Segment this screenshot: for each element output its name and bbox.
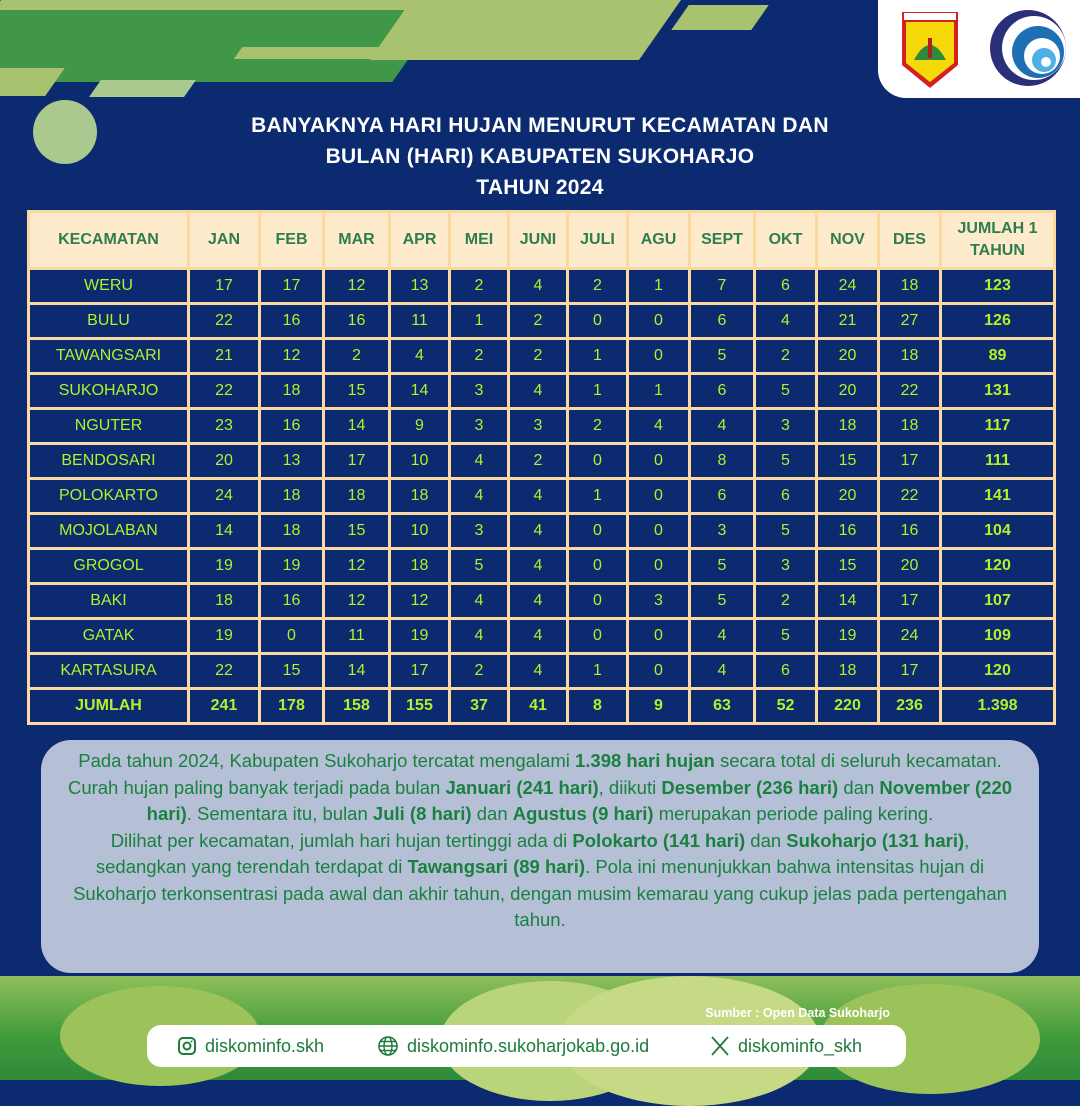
month-cell: 14 xyxy=(325,410,388,442)
month-cell: 0 xyxy=(629,515,688,547)
month-cell: 13 xyxy=(261,445,322,477)
globe-icon xyxy=(377,1035,399,1057)
annual-total-cell: 111 xyxy=(942,445,1053,477)
month-cell: 2 xyxy=(325,340,388,372)
table-row xyxy=(30,550,1053,582)
column-header: JUMLAH 1 TAHUN xyxy=(942,213,1053,267)
kecamatan-cell: WERU xyxy=(30,270,187,302)
table-row xyxy=(30,515,1053,547)
highlight-text: Januari (241 hari) xyxy=(445,776,599,798)
month-cell: 4 xyxy=(691,410,753,442)
month-cell: 17 xyxy=(190,270,258,302)
summary-paragraph xyxy=(41,740,1039,973)
month-cell: 12 xyxy=(391,585,448,617)
month-cell: 14 xyxy=(325,655,388,687)
month-cell: 3 xyxy=(691,515,753,547)
month-cell: 2 xyxy=(569,410,626,442)
month-cell: 0 xyxy=(629,620,688,652)
month-cell: 155 xyxy=(391,690,448,722)
paragraph-text: , diikuti xyxy=(598,776,662,798)
highlight-text: November (220 hari) xyxy=(146,776,1013,824)
paragraph-text: Dilihat per kecamatan, jumlah hari hujan tertinggi ada di xyxy=(110,829,573,851)
kecamatan-cell: NGUTER xyxy=(30,410,187,442)
instagram-icon xyxy=(177,1036,197,1056)
source-text: Sumber : Open Data Sukoharjo xyxy=(705,1006,890,1020)
month-cell: 5 xyxy=(756,515,815,547)
month-cell: 5 xyxy=(756,375,815,407)
annual-total-cell: 107 xyxy=(942,585,1053,617)
table-row xyxy=(30,585,1053,617)
title-line: BULAN (HARI) KABUPATEN SUKOHARJO xyxy=(325,145,755,168)
column-header: FEB xyxy=(261,213,322,267)
month-cell: 19 xyxy=(190,620,258,652)
kecamatan-cell: KARTASURA xyxy=(30,655,187,687)
month-cell: 14 xyxy=(818,585,877,617)
table-row xyxy=(30,410,1053,442)
month-cell: 4 xyxy=(451,480,507,512)
kecamatan-cell: BULU xyxy=(30,305,187,337)
month-cell: 27 xyxy=(880,305,939,337)
month-cell: 4 xyxy=(510,480,566,512)
annual-total-cell: 123 xyxy=(942,270,1053,302)
month-cell: 5 xyxy=(691,340,753,372)
kecamatan-cell: GROGOL xyxy=(30,550,187,582)
month-cell: 4 xyxy=(510,620,566,652)
month-cell: 15 xyxy=(325,515,388,547)
month-cell: 2 xyxy=(756,585,815,617)
annual-total-cell: 131 xyxy=(942,375,1053,407)
paragraph-text: Pada tahun 2024, Kabupaten Sukoharjo tercatat mengalami xyxy=(78,750,575,771)
month-cell: 1 xyxy=(569,340,626,372)
month-cell: 4 xyxy=(510,550,566,582)
title-line: TAHUN 2024 xyxy=(476,176,604,199)
highlight-text: Polokarto (141 hari) xyxy=(572,829,746,851)
month-cell: 14 xyxy=(391,375,448,407)
month-cell: 24 xyxy=(880,620,939,652)
month-cell: 5 xyxy=(756,620,815,652)
month-cell: 17 xyxy=(325,445,388,477)
month-cell: 4 xyxy=(629,410,688,442)
column-header: KECAMATAN xyxy=(30,213,187,267)
month-cell: 11 xyxy=(325,620,388,652)
month-cell: 4 xyxy=(691,620,753,652)
table-row xyxy=(30,340,1053,372)
instagram-link[interactable] xyxy=(177,1036,324,1057)
month-cell: 12 xyxy=(325,550,388,582)
month-cell: 178 xyxy=(261,690,322,722)
month-cell: 12 xyxy=(325,585,388,617)
month-cell: 0 xyxy=(569,445,626,477)
month-cell: 18 xyxy=(880,270,939,302)
annual-total-cell: 109 xyxy=(942,620,1053,652)
month-cell: 0 xyxy=(569,515,626,547)
month-cell: 14 xyxy=(190,515,258,547)
month-cell: 1 xyxy=(569,375,626,407)
month-cell: 10 xyxy=(391,515,448,547)
kecamatan-cell: TAWANGSARI xyxy=(30,340,187,372)
month-cell: 220 xyxy=(818,690,877,722)
month-cell: 22 xyxy=(880,375,939,407)
month-cell: 3 xyxy=(629,585,688,617)
month-cell: 6 xyxy=(756,270,815,302)
month-cell: 16 xyxy=(261,410,322,442)
annual-total-cell: 120 xyxy=(942,550,1053,582)
month-cell: 2 xyxy=(510,340,566,372)
paragraph-text: secara total di seluruh kecamatan. Curah hujan paling banyak terjadi pada bulan xyxy=(67,750,1002,798)
column-header: JAN xyxy=(190,213,258,267)
month-cell: 0 xyxy=(629,480,688,512)
kecamatan-cell: BENDOSARI xyxy=(30,445,187,477)
table-row xyxy=(30,480,1053,512)
month-cell: 18 xyxy=(261,375,322,407)
month-cell: 4 xyxy=(451,620,507,652)
month-cell: 4 xyxy=(510,585,566,617)
month-cell: 3 xyxy=(756,550,815,582)
x-link[interactable] xyxy=(710,1035,862,1057)
month-cell: 17 xyxy=(261,270,322,302)
kecamatan-cell: BAKI xyxy=(30,585,187,617)
month-cell: 16 xyxy=(880,515,939,547)
month-cell: 18 xyxy=(391,480,448,512)
annual-total-cell: 141 xyxy=(942,480,1053,512)
month-cell: 18 xyxy=(261,480,322,512)
month-cell: 4 xyxy=(510,375,566,407)
column-header: APR xyxy=(391,213,448,267)
column-header: AGU xyxy=(629,213,688,267)
month-cell: 17 xyxy=(391,655,448,687)
month-cell: 12 xyxy=(325,270,388,302)
column-header: MEI xyxy=(451,213,507,267)
month-cell: 21 xyxy=(818,305,877,337)
month-cell: 7 xyxy=(691,270,753,302)
month-cell: 6 xyxy=(691,375,753,407)
month-cell: 3 xyxy=(451,375,507,407)
month-cell: 1 xyxy=(569,480,626,512)
kecamatan-cell: MOJOLABAN xyxy=(30,515,187,547)
month-cell: 10 xyxy=(391,445,448,477)
month-cell: 16 xyxy=(818,515,877,547)
month-cell: 0 xyxy=(629,340,688,372)
annual-total-cell: 1.398 xyxy=(942,690,1053,722)
month-cell: 18 xyxy=(880,410,939,442)
month-cell: 2 xyxy=(451,340,507,372)
page-title xyxy=(150,110,930,203)
kecamatan-cell: POLOKARTO xyxy=(30,480,187,512)
month-cell: 4 xyxy=(391,340,448,372)
month-cell: 18 xyxy=(818,410,877,442)
month-cell: 22 xyxy=(190,375,258,407)
month-cell: 16 xyxy=(261,585,322,617)
month-cell: 19 xyxy=(391,620,448,652)
month-cell: 0 xyxy=(569,585,626,617)
column-header: JULI xyxy=(569,213,626,267)
month-cell: 20 xyxy=(818,375,877,407)
month-cell: 4 xyxy=(756,305,815,337)
kecamatan-cell: JUMLAH xyxy=(30,690,187,722)
month-cell: 3 xyxy=(451,410,507,442)
month-cell: 22 xyxy=(880,480,939,512)
column-header: OKT xyxy=(756,213,815,267)
column-header: JUNI xyxy=(510,213,566,267)
annual-total-cell: 126 xyxy=(942,305,1053,337)
table-row xyxy=(30,270,1053,302)
month-cell: 0 xyxy=(629,445,688,477)
logo-area xyxy=(878,0,1080,98)
month-cell: 0 xyxy=(569,550,626,582)
month-cell: 18 xyxy=(818,655,877,687)
month-cell: 3 xyxy=(451,515,507,547)
column-header: DES xyxy=(880,213,939,267)
month-cell: 236 xyxy=(880,690,939,722)
month-cell: 6 xyxy=(691,305,753,337)
paragraph-text: . Sementara itu, bulan xyxy=(186,803,373,824)
instagram-handle: diskominfo.skh xyxy=(205,1035,325,1056)
month-cell: 18 xyxy=(880,340,939,372)
month-cell: 18 xyxy=(261,515,322,547)
month-cell: 4 xyxy=(510,270,566,302)
highlight-text: Tawangsari (89 hari) xyxy=(407,856,586,877)
month-cell: 0 xyxy=(629,305,688,337)
month-cell: 3 xyxy=(756,410,815,442)
month-cell: 5 xyxy=(756,445,815,477)
month-cell: 24 xyxy=(190,480,258,512)
table-row xyxy=(30,375,1053,407)
table-header-row xyxy=(30,213,1053,267)
month-cell: 2 xyxy=(510,305,566,337)
month-cell: 18 xyxy=(190,585,258,617)
total-row xyxy=(30,690,1053,722)
month-cell: 11 xyxy=(391,305,448,337)
website-link[interactable] xyxy=(377,1035,649,1057)
kominfo-logo xyxy=(988,8,1068,88)
month-cell: 5 xyxy=(691,550,753,582)
column-header: NOV xyxy=(818,213,877,267)
month-cell: 20 xyxy=(880,550,939,582)
decor-stripe xyxy=(234,47,512,59)
month-cell: 4 xyxy=(510,515,566,547)
month-cell: 15 xyxy=(818,550,877,582)
paragraph-text: merupakan periode paling kering. xyxy=(653,803,934,824)
month-cell: 52 xyxy=(756,690,815,722)
paragraph-text: , sedangkan yang terendah terdapat di xyxy=(95,829,970,877)
month-cell: 2 xyxy=(510,445,566,477)
annual-total-cell: 89 xyxy=(942,340,1053,372)
month-cell: 16 xyxy=(325,305,388,337)
month-cell: 20 xyxy=(818,340,877,372)
highlight-text: 1.398 hari hujan xyxy=(575,750,715,771)
month-cell: 9 xyxy=(629,690,688,722)
month-cell: 17 xyxy=(880,655,939,687)
month-cell: 1 xyxy=(629,270,688,302)
sukoharjo-crest-logo xyxy=(900,10,960,90)
paragraph-text: dan xyxy=(471,803,513,824)
x-handle: diskominfo_skh xyxy=(738,1035,863,1056)
month-cell: 9 xyxy=(391,410,448,442)
decor-stripe xyxy=(89,80,196,97)
highlight-text: Agustus (9 hari) xyxy=(512,803,654,824)
month-cell: 8 xyxy=(569,690,626,722)
column-header: MAR xyxy=(325,213,388,267)
highlight-text: Desember (236 hari) xyxy=(661,776,839,798)
month-cell: 4 xyxy=(510,655,566,687)
month-cell: 41 xyxy=(510,690,566,722)
month-cell: 2 xyxy=(569,270,626,302)
month-cell: 15 xyxy=(818,445,877,477)
month-cell: 24 xyxy=(818,270,877,302)
month-cell: 6 xyxy=(756,655,815,687)
month-cell: 19 xyxy=(818,620,877,652)
month-cell: 3 xyxy=(510,410,566,442)
kecamatan-cell: GATAK xyxy=(30,620,187,652)
month-cell: 0 xyxy=(629,655,688,687)
paragraph-text: . Pola ini menunjukkan bahwa intensitas hujan di Sukoharjo terkonsentrasi pada awal dan akhir tahun, dengan musim kemarau yang cukup jelas pada pertengahan tahun. xyxy=(73,856,1007,930)
column-header: SEPT xyxy=(691,213,753,267)
month-cell: 13 xyxy=(391,270,448,302)
month-cell: 5 xyxy=(691,585,753,617)
website-url: diskominfo.sukoharjokab.go.id xyxy=(407,1035,650,1056)
table-row xyxy=(30,305,1053,337)
table-row xyxy=(30,655,1053,687)
x-icon xyxy=(710,1035,730,1057)
month-cell: 1 xyxy=(629,375,688,407)
month-cell: 241 xyxy=(190,690,258,722)
month-cell: 18 xyxy=(391,550,448,582)
month-cell: 158 xyxy=(325,690,388,722)
month-cell: 1 xyxy=(569,655,626,687)
social-bar xyxy=(147,1025,906,1067)
annual-total-cell: 104 xyxy=(942,515,1053,547)
month-cell: 5 xyxy=(451,550,507,582)
month-cell: 23 xyxy=(190,410,258,442)
month-cell: 2 xyxy=(451,270,507,302)
highlight-text: Sukoharjo (131 hari) xyxy=(786,829,965,851)
month-cell: 0 xyxy=(569,305,626,337)
month-cell: 6 xyxy=(691,480,753,512)
month-cell: 0 xyxy=(629,550,688,582)
month-cell: 22 xyxy=(190,305,258,337)
table-row xyxy=(30,445,1053,477)
paragraph-text: dan xyxy=(838,776,880,798)
month-cell: 1 xyxy=(451,305,507,337)
month-cell: 20 xyxy=(818,480,877,512)
title-line: BANYAKNYA HARI HUJAN MENURUT KECAMATAN DAN xyxy=(251,114,829,137)
month-cell: 2 xyxy=(756,340,815,372)
month-cell: 63 xyxy=(691,690,753,722)
kecamatan-cell: SUKOHARJO xyxy=(30,375,187,407)
month-cell: 22 xyxy=(190,655,258,687)
month-cell: 6 xyxy=(756,480,815,512)
month-cell: 20 xyxy=(190,445,258,477)
month-cell: 19 xyxy=(190,550,258,582)
annual-total-cell: 120 xyxy=(942,655,1053,687)
decor-stripe xyxy=(671,5,769,30)
paragraph-text: dan xyxy=(745,829,787,851)
month-cell: 19 xyxy=(261,550,322,582)
month-cell: 0 xyxy=(569,620,626,652)
month-cell: 37 xyxy=(451,690,507,722)
month-cell: 2 xyxy=(451,655,507,687)
rain-days-table xyxy=(27,210,1056,725)
month-cell: 8 xyxy=(691,445,753,477)
month-cell: 0 xyxy=(261,620,322,652)
decor-stripe xyxy=(0,68,65,96)
month-cell: 17 xyxy=(880,585,939,617)
month-cell: 15 xyxy=(261,655,322,687)
annual-total-cell: 117 xyxy=(942,410,1053,442)
month-cell: 12 xyxy=(261,340,322,372)
month-cell: 15 xyxy=(325,375,388,407)
table-row xyxy=(30,620,1053,652)
month-cell: 4 xyxy=(451,445,507,477)
decor-circle xyxy=(33,100,97,164)
highlight-text: Juli (8 hari) xyxy=(372,803,472,824)
month-cell: 21 xyxy=(190,340,258,372)
month-cell: 17 xyxy=(880,445,939,477)
month-cell: 4 xyxy=(691,655,753,687)
month-cell: 18 xyxy=(325,480,388,512)
month-cell: 4 xyxy=(451,585,507,617)
month-cell: 16 xyxy=(261,305,322,337)
